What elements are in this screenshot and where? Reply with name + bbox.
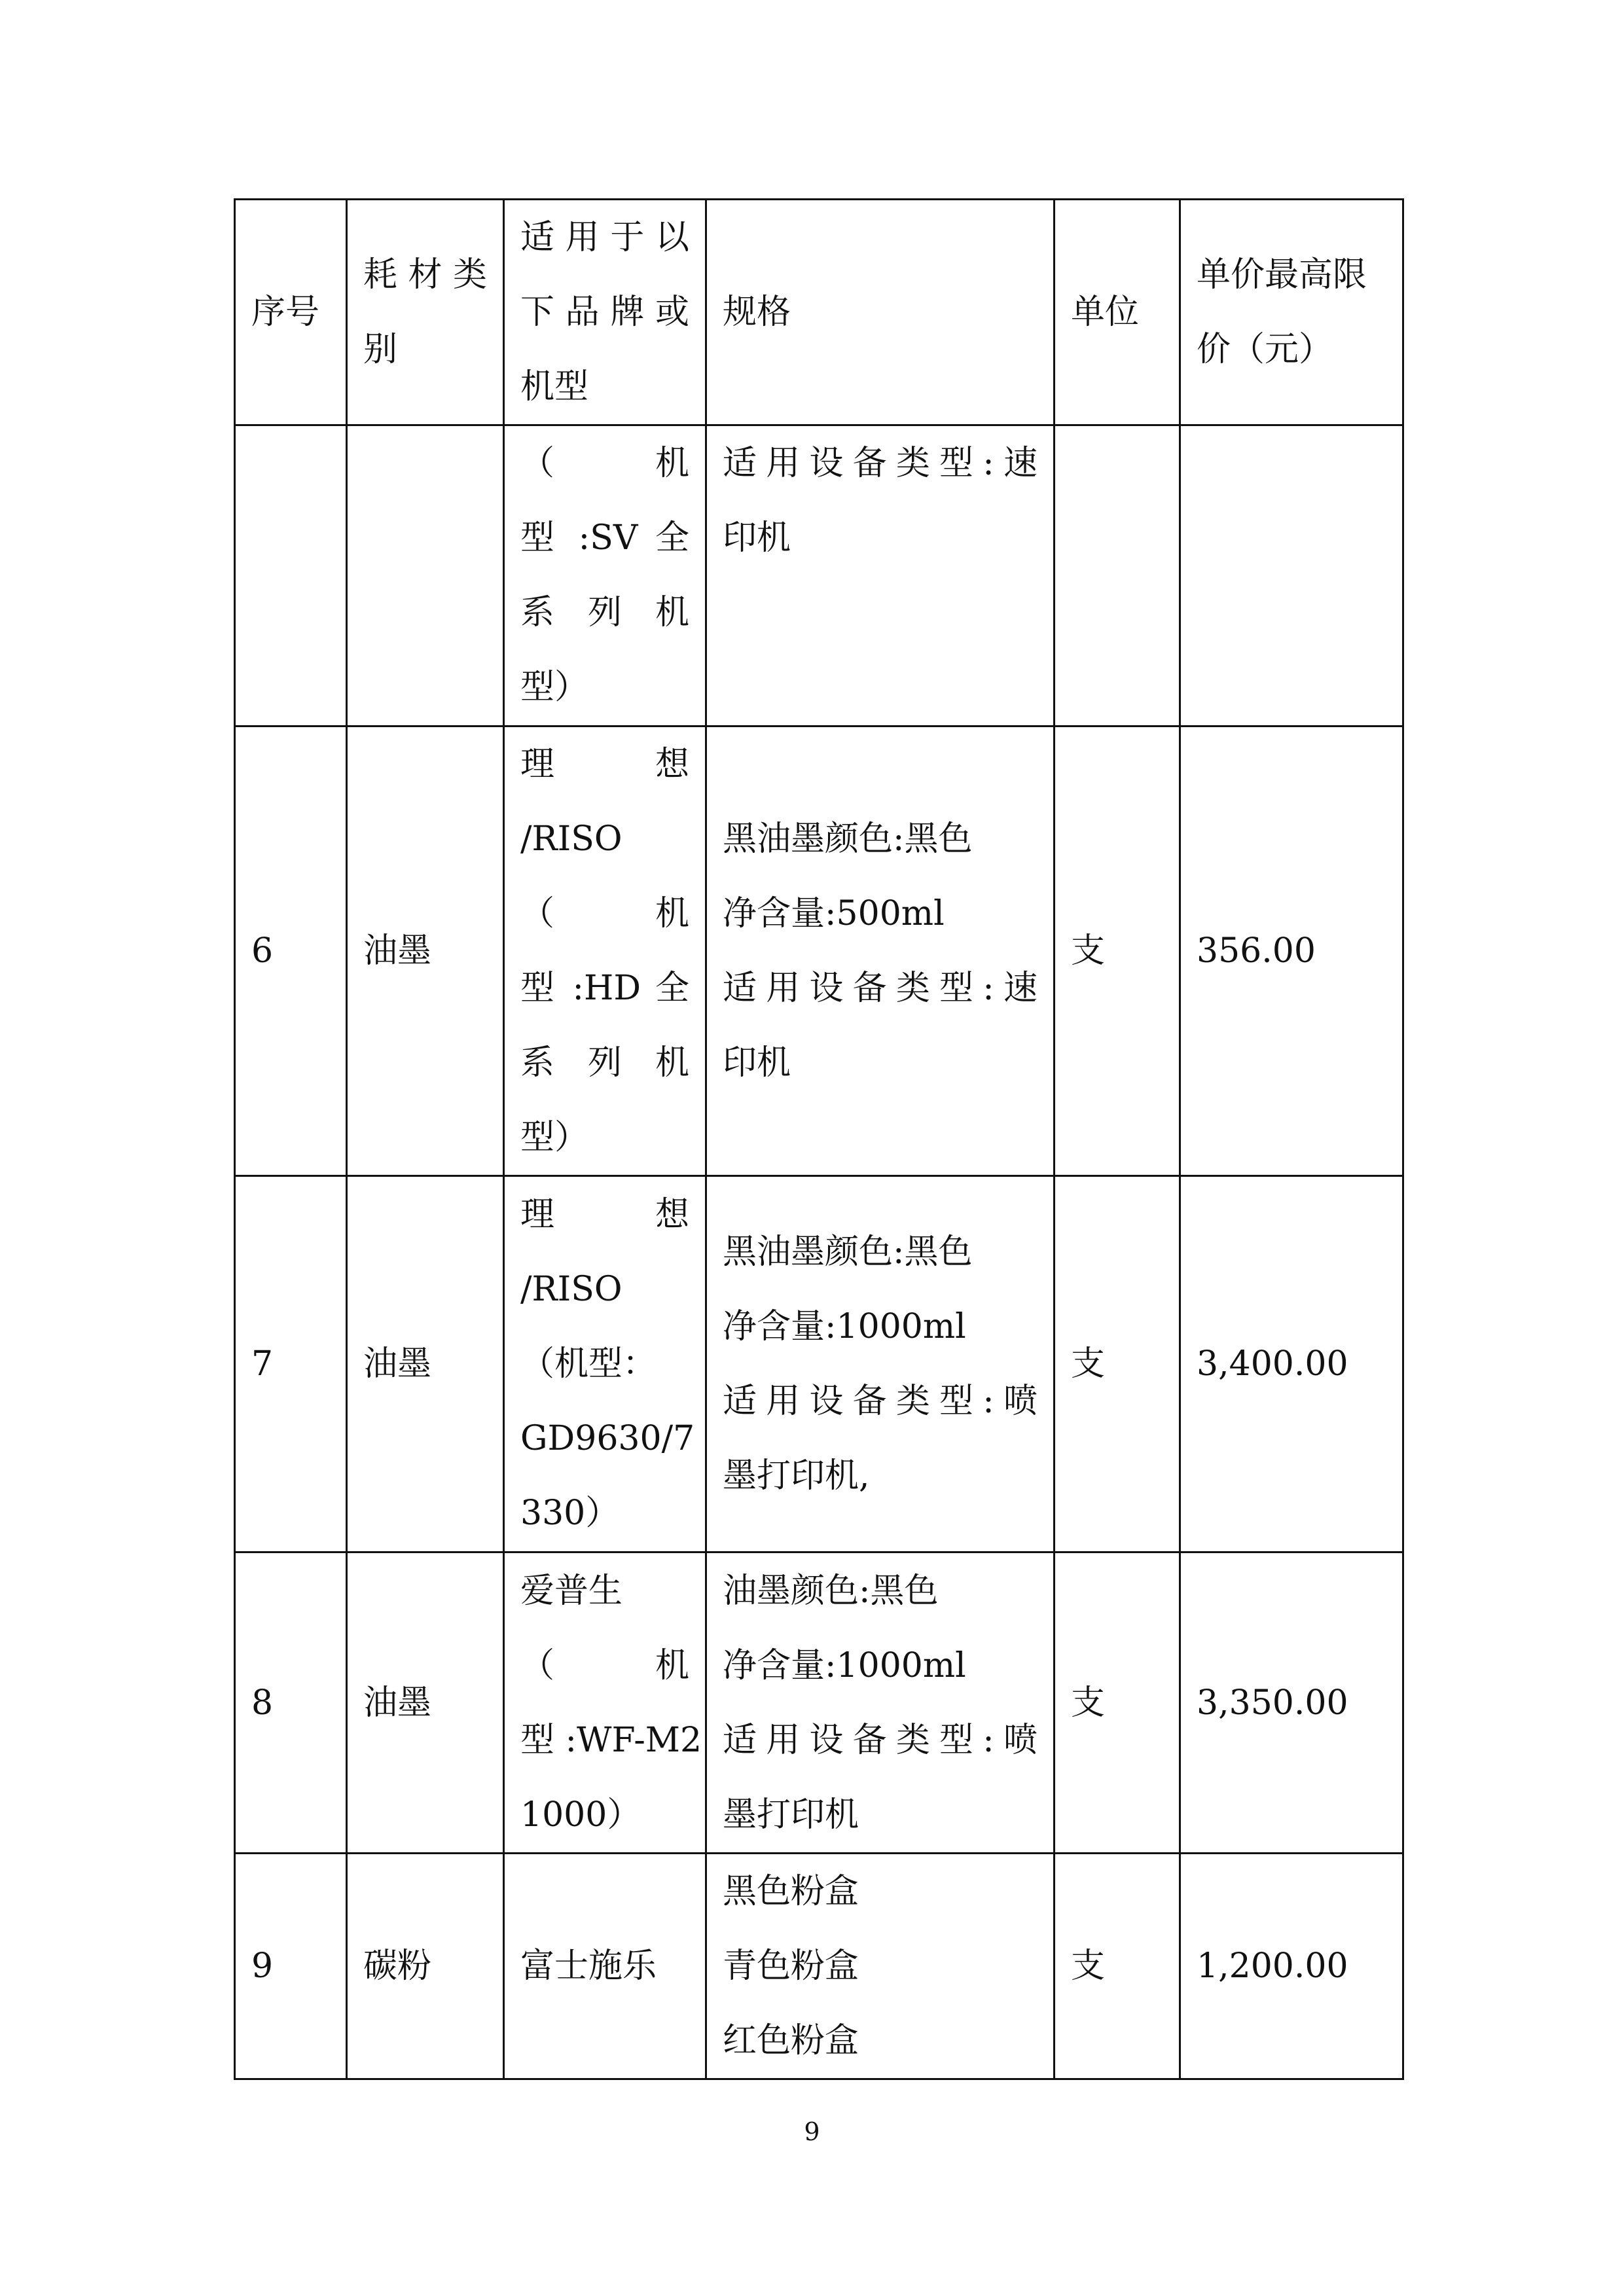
header-unit: 单位 [1055,200,1180,425]
cell-category: 油墨 [347,1176,504,1552]
table-header-row [235,200,1403,425]
cell-seq [235,425,347,726]
cell-price: 3,350.00 [1180,1552,1403,1854]
cell-unit: 支 [1055,1854,1180,2079]
table-row [235,1552,1403,1854]
cell-seq: 7 [235,1176,347,1552]
cell-unit [1055,425,1180,726]
cell-category: 碳粉 [347,1854,504,2079]
cell-seq: 6 [235,726,347,1176]
header-spec: 规格 [706,200,1055,425]
cell-price: 1,200.00 [1180,1854,1403,2079]
cell-category: 油墨 [347,1552,504,1854]
cell-spec: 黑油墨颜色:黑色 净含量:500ml 适用设备类型:速 印机 [706,726,1055,1176]
cell-spec: 适用设备类型:速 印机 [706,425,1055,726]
cell-models: 爱普生 （ 机 型 :WF-M2 1000） [504,1552,706,1854]
cell-unit: 支 [1055,1552,1180,1854]
cell-price: 3,400.00 [1180,1176,1403,1552]
page-number: 9 [804,2117,820,2146]
cell-category [347,425,504,726]
cell-models: 理 想 /RISO （ 机 型 :HD 全 系 列 机 型） [504,726,706,1176]
consumables-price-table [234,198,1404,2080]
header-price: 单价最高限 价（元） [1180,200,1403,425]
table-row [235,726,1403,1176]
header-seq: 序号 [235,200,347,425]
cell-price [1180,425,1403,726]
cell-spec: 黑色粉盒 青色粉盒 红色粉盒 [706,1854,1055,2079]
cell-seq: 9 [235,1854,347,2079]
cell-seq: 8 [235,1552,347,1854]
cell-models: 理 想 /RISO （机型： GD9630/7 330） [504,1176,706,1552]
header-models: 适用于以 下品牌或 机型 [504,200,706,425]
cell-spec: 黑油墨颜色:黑色 净含量:1000ml 适用设备类型:喷 墨打印机, [706,1176,1055,1552]
cell-unit: 支 [1055,726,1180,1176]
header-category: 耗材类 别 [347,200,504,425]
cell-models: （ 机 型 :SV 全 系 列 机 型） [504,425,706,726]
table-row [235,1176,1403,1552]
cell-unit: 支 [1055,1176,1180,1552]
cell-price: 356.00 [1180,726,1403,1176]
cell-spec: 油墨颜色:黑色 净含量:1000ml 适用设备类型:喷 墨打印机 [706,1552,1055,1854]
table-row [235,1854,1403,2079]
cell-category: 油墨 [347,726,504,1176]
cell-models: 富士施乐 [504,1854,706,2079]
table-row [235,425,1403,726]
